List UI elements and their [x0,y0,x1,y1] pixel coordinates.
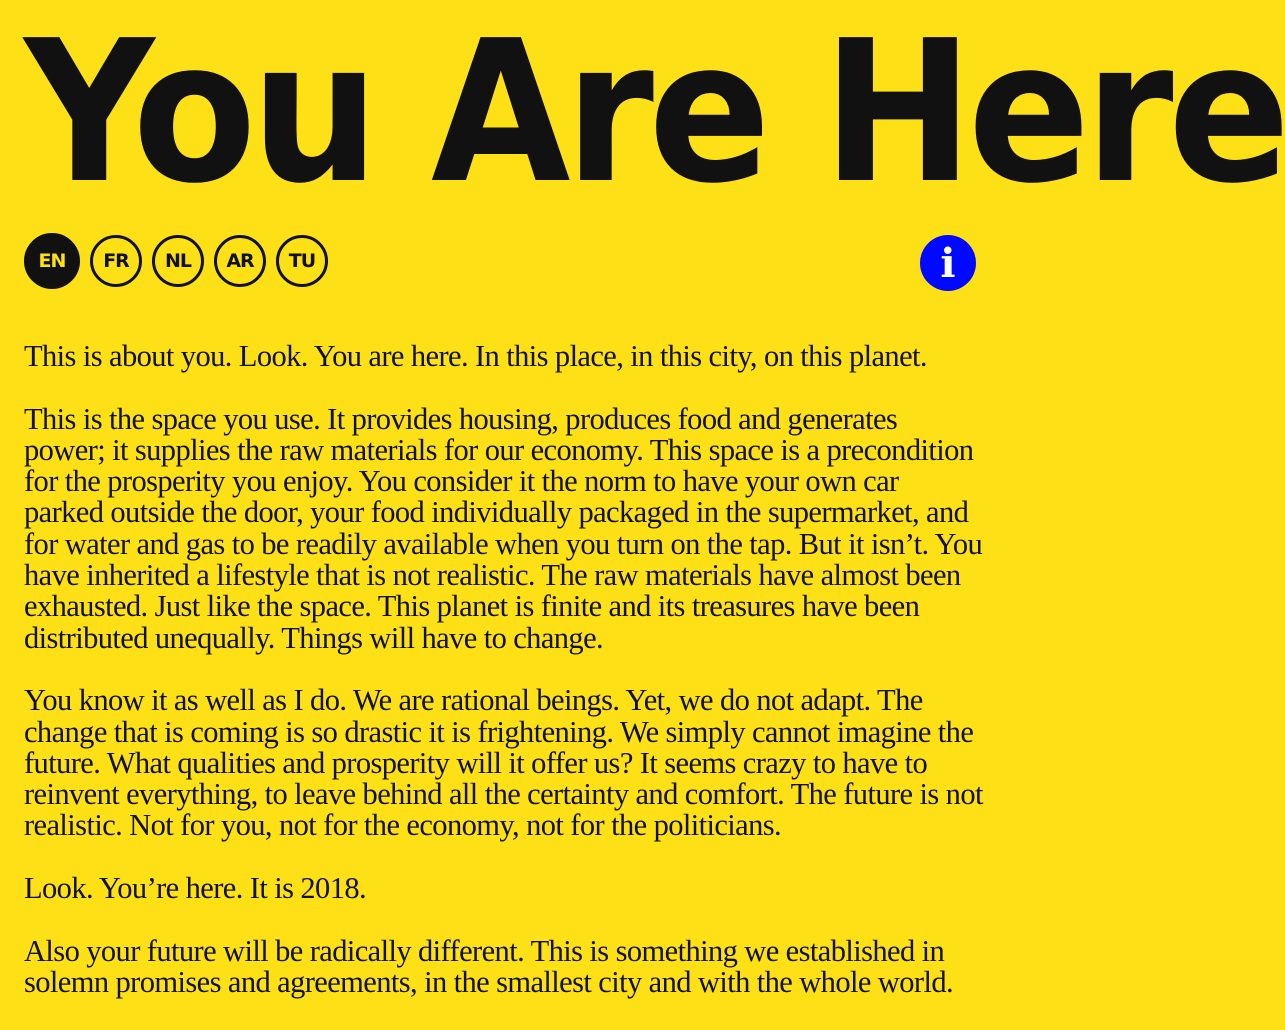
info-icon: i [940,239,956,287]
paragraph: This is the space you use. It provides housing, produces food and generates power; it supplies the raw materials for our economy. This space is a precondition for the prosperity you enjoy. You consider it the norm to have your own car parked outside the door, your food individually packaged in the supermarket, and for water and gas to be readily available when you turn on the tap. But it isn’t. You have inherited a lifestyle that is not realistic. The raw materials have almost been exhausted. Just like the space. This planet is finite and its treasures have been distributed unequally. Things will have to change. [24,401,983,655]
language-button-fr[interactable]: FR [90,235,142,287]
paragraph: Also your future will be radically different. This is something we established in solemn promises and agreements, in the smallest city and with the whole world. [24,933,953,999]
info-button[interactable] [920,235,976,291]
paragraph: You know it as well as I do. We are rational beings. Yet, we do not adapt. The change that is coming is so drastic it is frightening. We simply cannot imagine the future. What qualities and prosperity will it offer us? It seems crazy to have to reinvent everything, to leave behind all the certainty and comfort. The future is not realistic. Not for you, not for the economy, not for the politicians. [24,683,983,843]
paragraph: Look. You’re here. It is 2018. [24,871,367,906]
intro-text [24,341,984,1030]
language-button-tu[interactable]: TU [276,235,328,287]
language-button-nl[interactable]: NL [152,235,204,287]
paragraph: This is about you. Look. You are here. In this place, in this city, on this planet. [24,339,927,373]
language-button-en[interactable]: EN [24,233,80,289]
language-button-ar[interactable]: AR [214,235,266,287]
language-switcher [24,235,328,289]
page-title: You Are Here [24,0,1285,227]
